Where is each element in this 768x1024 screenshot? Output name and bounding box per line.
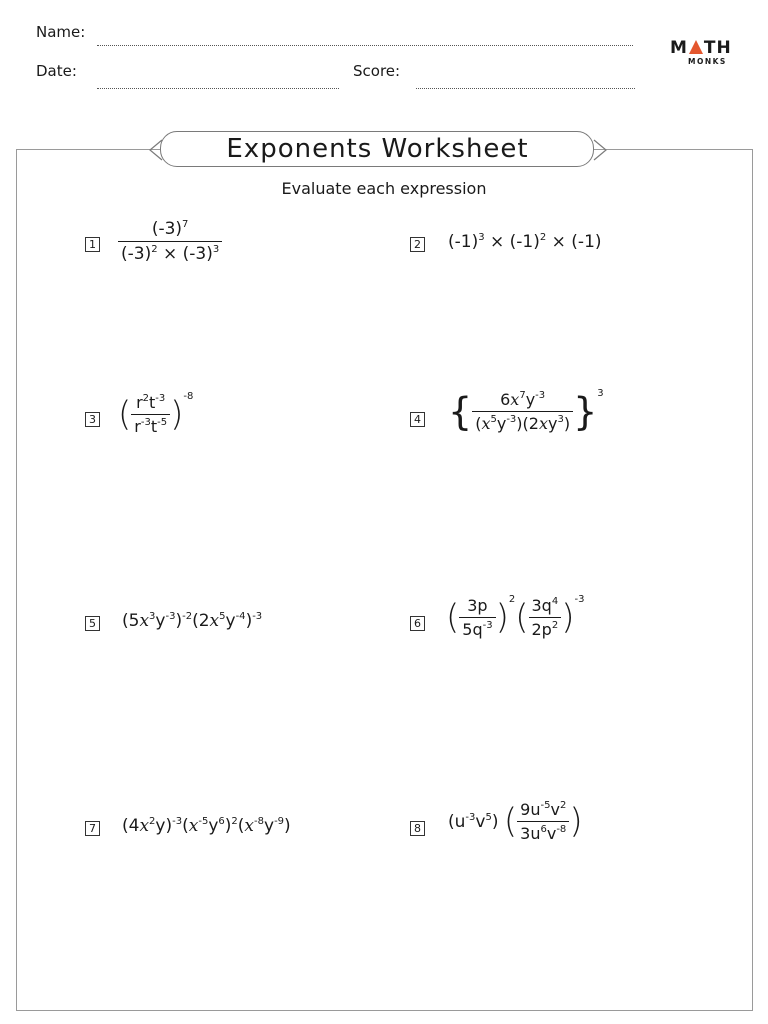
problem-5-expression: $(5x^3y^{-3})^{-2}(2x^5y^{-4})^{-3}$ xyxy=(122,611,263,631)
score-label: Score: xyxy=(353,62,401,80)
date-field[interactable] xyxy=(97,88,339,89)
score-field[interactable] xyxy=(416,88,635,89)
problem-2-expression: $(-1)^3 \times (-1)^2 \times (-1)$ xyxy=(448,232,602,252)
math-monks-logo: M TH MONKS xyxy=(670,38,732,66)
problem-number: 5 xyxy=(85,616,100,631)
instruction-text: Evaluate each expression xyxy=(281,179,487,198)
name-field[interactable] xyxy=(97,45,633,46)
problem-number: 4 xyxy=(410,412,425,427)
problem-8-expression: $(u^{-3}v^5)$ ( $\frac{9u^{-5}v^2}{3u^6v^{-8}}$ ) xyxy=(448,800,583,843)
problem-number: 8 xyxy=(410,821,425,836)
problem-4-expression: { $\frac{6x^7y^{-3}}{(x^5y^{-3})(2xy^3)}$ }$^3$ xyxy=(448,388,604,434)
problem-number: 3 xyxy=(85,412,100,427)
problem-number: 7 xyxy=(85,821,100,836)
triangle-icon xyxy=(689,40,703,54)
problem-number: 1 xyxy=(85,237,100,252)
problem-3-expression: ( $\frac{r^2t^{-3}}{r^{-3}t^{-5}}$ )$^{-8}$ xyxy=(118,391,194,436)
date-label: Date: xyxy=(36,62,77,80)
name-label: Name: xyxy=(36,23,86,41)
problem-number: 6 xyxy=(410,616,425,631)
worksheet-title: Exponents Worksheet xyxy=(226,134,529,164)
worksheet-frame xyxy=(16,149,753,1011)
problem-number: 2 xyxy=(410,237,425,252)
problem-1-expression: $\frac{(-3)^7}{(-3)^2 \times (-3)^3}$ xyxy=(118,219,222,264)
problem-6-expression: ( $\frac{3p}{5q^{-3}}$ )$^2$( $\frac{3q^4}{2p^2}$ )$^{-3}$ xyxy=(446,594,585,639)
problem-7-expression: $(4x^2y)^{-3}(x^{-5}y^6)^2(x^{-8}y^{-9})$ xyxy=(122,816,291,836)
